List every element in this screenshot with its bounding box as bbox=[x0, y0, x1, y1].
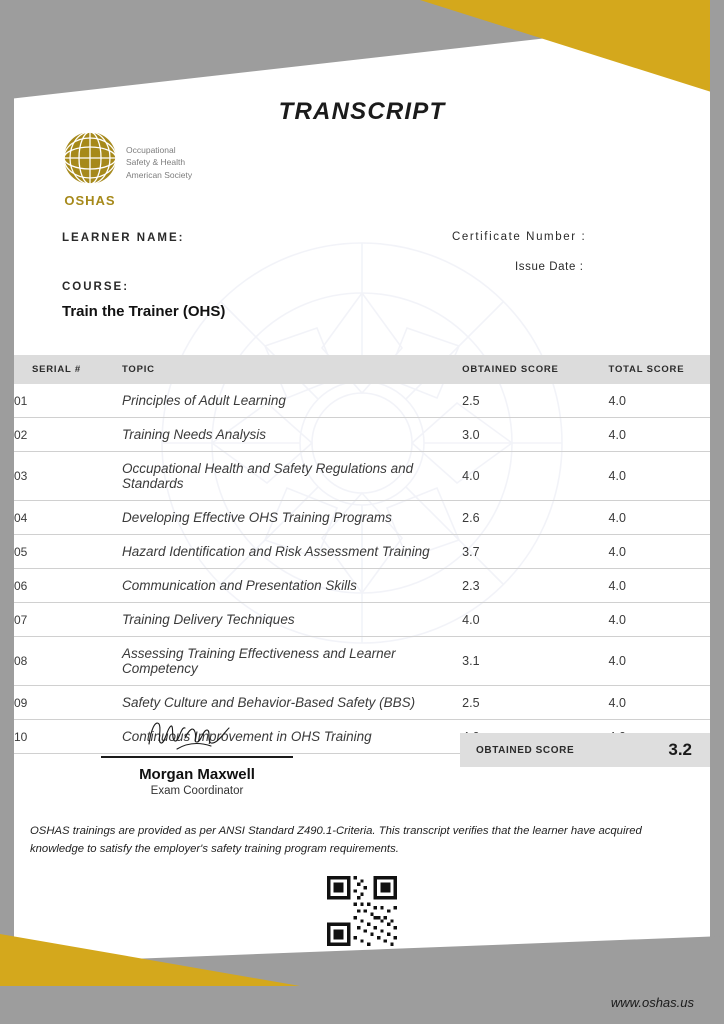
cell-topic: Communication and Presentation Skills bbox=[122, 569, 462, 603]
cell-obtained-score: 3.0 bbox=[462, 418, 608, 452]
header-obtained-score: OBTAINED SCORE bbox=[462, 355, 608, 384]
signature-block bbox=[62, 712, 332, 797]
cell-topic: Assessing Training Effectiveness and Learner Competency bbox=[122, 637, 462, 686]
cell-obtained-score: 2.5 bbox=[462, 384, 608, 418]
page-title: TRANSCRIPT bbox=[278, 98, 446, 125]
header-total-score: TOTAL SCORE bbox=[609, 355, 710, 384]
signature-line bbox=[101, 756, 293, 758]
cell-topic: Continuous Improvement in OHS Training bbox=[122, 720, 462, 754]
cell-obtained-score: 4.0 bbox=[462, 603, 608, 637]
cell-obtained-score: 2.3 bbox=[462, 569, 608, 603]
cell-serial: 01 bbox=[14, 384, 122, 418]
summary-label: OBTAINED SCORE bbox=[476, 744, 575, 756]
footer-website-url: www.oshas.us bbox=[610, 995, 694, 1010]
table-row bbox=[14, 418, 710, 452]
disclaimer-text: OSHAS trainings are provided as per ANSI Standard Z490.1-Criteria. This transcript verifies that the learner have acquired knowledge to satisfy the employer's safety training program requirements. bbox=[30, 825, 642, 855]
header-serial: SERIAL # bbox=[14, 355, 122, 384]
course-value: Train the Trainer (OHS) bbox=[62, 303, 226, 320]
cell-topic: Occupational Health and Safety Regulations and Standards bbox=[122, 452, 462, 501]
cell-serial: 04 bbox=[14, 501, 122, 535]
cell-serial: 06 bbox=[14, 569, 122, 603]
cell-topic: Principles of Adult Learning bbox=[122, 384, 462, 418]
table-row bbox=[14, 535, 710, 569]
cell-obtained-score: 4.0 bbox=[462, 452, 608, 501]
course-label: COURSE: bbox=[62, 281, 130, 293]
scores-table-wrapper bbox=[14, 355, 710, 754]
cell-total-score: 4.0 bbox=[609, 501, 710, 535]
certificate-number-label: Certificate Number : bbox=[452, 231, 587, 243]
table-row bbox=[14, 603, 710, 637]
table-header-row bbox=[14, 355, 710, 384]
table-row bbox=[14, 452, 710, 501]
cell-topic: Hazard Identification and Risk Assessment Training bbox=[122, 535, 462, 569]
oshas-logo bbox=[62, 130, 192, 208]
cell-serial: 02 bbox=[14, 418, 122, 452]
logo-acronym: OSHAS bbox=[64, 193, 116, 208]
header-topic: TOPIC bbox=[122, 355, 462, 384]
cell-serial: 09 bbox=[14, 686, 122, 720]
table-row bbox=[14, 569, 710, 603]
globe-icon bbox=[62, 130, 118, 186]
issue-date-label: Issue Date : bbox=[515, 261, 584, 273]
cell-total-score: 4.0 bbox=[609, 535, 710, 569]
left-edge-bar bbox=[0, 0, 14, 1024]
cell-obtained-score: 3.1 bbox=[462, 637, 608, 686]
cell-total-score: 4.0 bbox=[609, 452, 710, 501]
scores-table-head bbox=[14, 355, 710, 384]
signatory-name: Morgan Maxwell bbox=[139, 766, 255, 783]
cell-total-score: 4.0 bbox=[609, 637, 710, 686]
cell-serial: 05 bbox=[14, 535, 122, 569]
cell-serial: 07 bbox=[14, 603, 122, 637]
cell-serial: 08 bbox=[14, 637, 122, 686]
logo-line-2: Safety & Health bbox=[126, 157, 186, 168]
signatory-role: Exam Coordinator bbox=[150, 785, 244, 797]
table-row bbox=[14, 501, 710, 535]
obtained-score-summary bbox=[460, 733, 710, 767]
cell-topic: Training Delivery Techniques bbox=[122, 603, 462, 637]
cell-obtained-score: 2.6 bbox=[462, 501, 608, 535]
cell-serial: 03 bbox=[14, 452, 122, 501]
right-edge-bar bbox=[710, 0, 724, 1024]
cell-topic: Safety Culture and Behavior-Based Safety (BBS) bbox=[122, 686, 462, 720]
learner-name-label: LEARNER NAME: bbox=[62, 232, 185, 244]
cell-total-score: 4.0 bbox=[609, 569, 710, 603]
cell-topic: Training Needs Analysis bbox=[122, 418, 462, 452]
cell-obtained-score: 3.7 bbox=[462, 535, 608, 569]
summary-value: 3.2 bbox=[668, 740, 692, 759]
cell-topic: Developing Effective OHS Training Programs bbox=[122, 501, 462, 535]
scores-table-body bbox=[14, 384, 710, 754]
logo-line-3: American Society bbox=[126, 169, 193, 180]
table-row bbox=[14, 637, 710, 686]
cell-total-score: 4.0 bbox=[609, 418, 710, 452]
scores-table bbox=[14, 355, 710, 754]
logo-line-1: Occupational bbox=[126, 145, 176, 155]
qr-code-icon bbox=[327, 876, 397, 946]
cell-total-score: 4.0 bbox=[609, 686, 710, 720]
cell-obtained-score: 2.5 bbox=[462, 686, 608, 720]
cell-serial: 10 bbox=[14, 720, 122, 754]
cell-total-score: 4.0 bbox=[609, 384, 710, 418]
cell-total-score: 4.0 bbox=[609, 603, 710, 637]
signature-icon bbox=[137, 712, 257, 756]
table-row bbox=[14, 384, 710, 418]
logo-wordmark bbox=[126, 144, 192, 181]
